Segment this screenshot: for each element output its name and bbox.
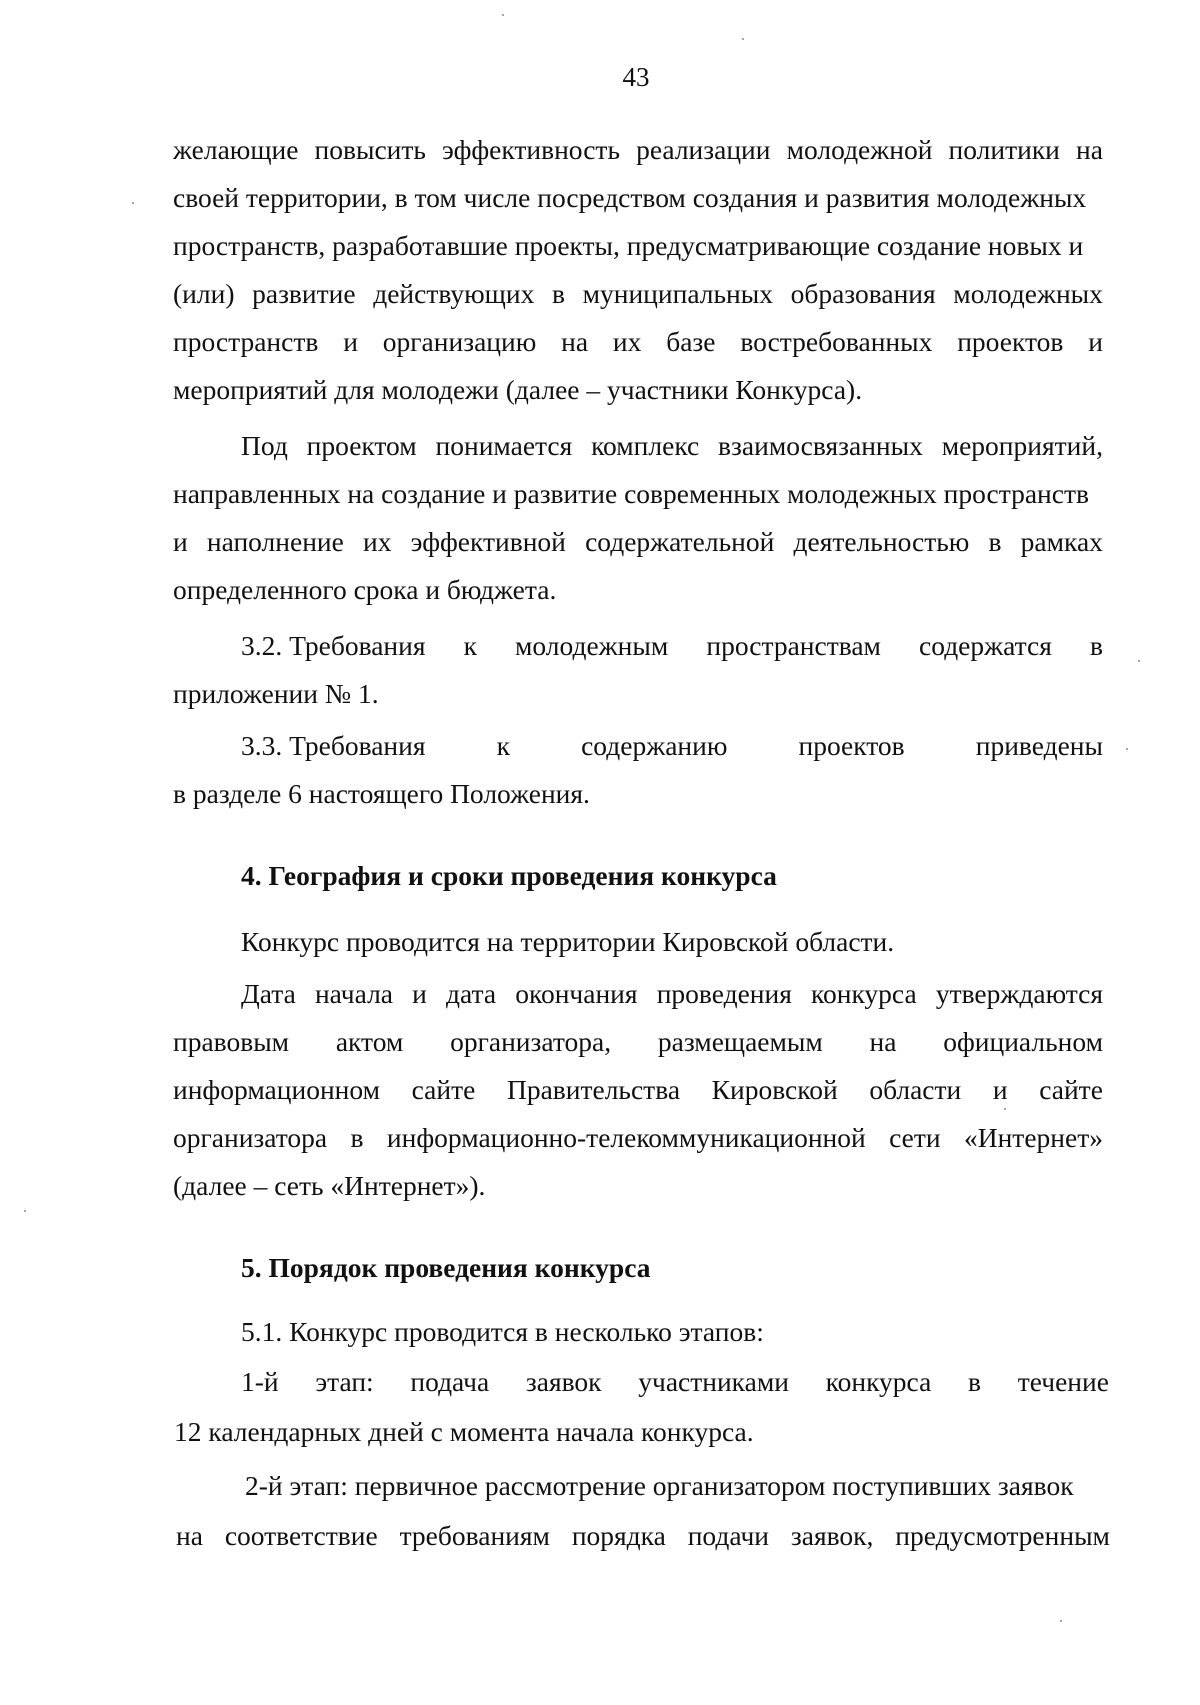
scan-speck [1138, 660, 1140, 662]
text-line: 3.3. Требования к содержанию проектов приведены [241, 730, 1103, 761]
scan-speck [132, 202, 134, 204]
text-line: определенного срока и бюджета. [173, 574, 557, 605]
text-line: и наполнение их эффективной содержательной деятельностью в рамках [173, 526, 1103, 557]
text-line: своей территории, в том числе посредством создания и развития молодежных [173, 182, 1087, 213]
text-line: информационном сайте Правительства Кировской области и сайте [173, 1074, 1103, 1105]
text-line: правовым актом организатора, размещаемым на официальном [173, 1026, 1103, 1057]
text-line: мероприятий для молодежи (далее – участники Конкурса). [173, 374, 863, 405]
scan-speck [1126, 748, 1128, 750]
scan-speck [1004, 1108, 1006, 1110]
text-line: Дата начала и дата окончания проведения конкурса утверждаются [241, 978, 1103, 1009]
section-heading: 4. География и сроки проведения конкурса [241, 860, 777, 891]
section-heading: 5. Порядок проведения конкурса [241, 1252, 651, 1283]
scan-speck [502, 14, 504, 16]
text-line: пространств и организацию на их базе востребованных проектов и [173, 326, 1103, 357]
text-line: (далее – сеть «Интернет»). [173, 1170, 486, 1201]
scan-speck [1060, 1620, 1062, 1622]
scan-speck [742, 38, 744, 40]
text-line: 2-й этап: первичное рассмотрение организатором поступивших заявок [245, 1470, 1074, 1501]
text-line: желающие повысить эффективность реализации молодежной политики на [173, 134, 1103, 165]
text-line: 1-й этап: подача заявок участниками конкурса в течение [241, 1366, 1109, 1397]
text-line: приложении № 1. [173, 678, 379, 709]
text-line: организатора в информационно-телекоммуникационной сети «Интернет» [173, 1122, 1103, 1153]
text-line: в разделе 6 настоящего Положения. [173, 778, 590, 809]
text-line: 5.1. Конкурс проводится в несколько этапов: [241, 1316, 764, 1347]
text-line: на соответствие требованиям порядка подачи заявок, предусмотренным [176, 1520, 1110, 1551]
text-line: 3.2. Требования к молодежным пространствам содержатся в [241, 630, 1103, 661]
text-line: пространств, разработавшие проекты, предусматривающие создание новых и [173, 230, 1084, 261]
text-line: 12 календарных дней с момента начала конкурса. [174, 1416, 754, 1447]
text-line: (или) развитие действующих в муниципальных образования молодежных [173, 278, 1103, 309]
text-line: направленных на создание и развитие современных молодежных пространств [173, 478, 1089, 509]
text-line: Конкурс проводится на территории Кировской области. [241, 926, 895, 957]
scan-speck [24, 1210, 26, 1212]
text-line: Под проектом понимается комплекс взаимосвязанных мероприятий, [241, 430, 1103, 461]
page-number: 43 [622, 62, 650, 92]
